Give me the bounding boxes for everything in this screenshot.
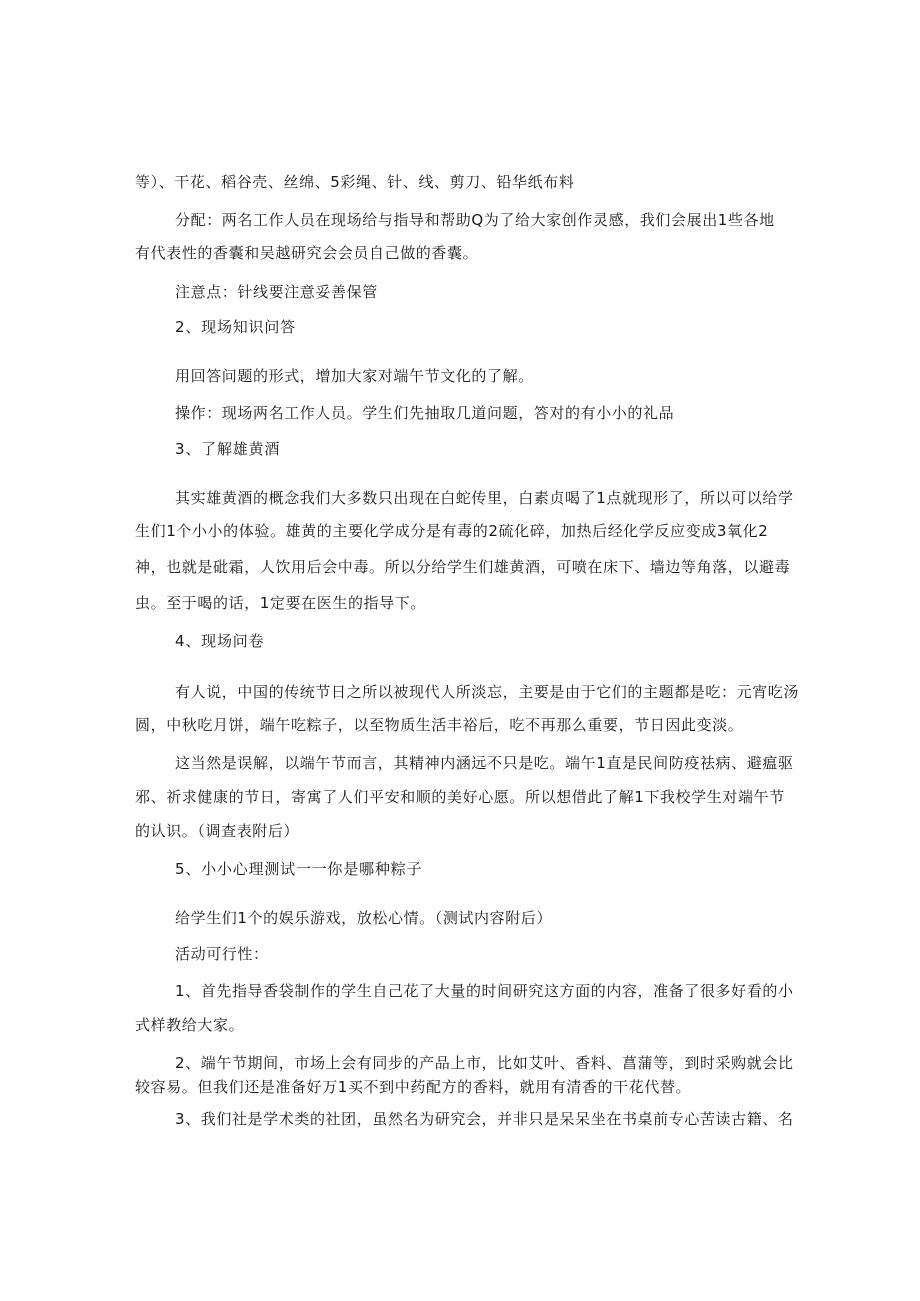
text-line-questionnaire-3: 这当然是误解，以端午节而言，其精神内涵远不只是吃。端午1直是民间防疫祛病、避瘟驱 (175, 754, 794, 772)
text-line-feasibility-1a: 1、首先指导香袋制作的学生自己花了大量的时间研究这方面的内容，准备了很多好看的小 (175, 982, 794, 1000)
text-line-questionnaire-4: 邪、祈求健康的节日，寄寓了人们平安和顺的美好心愿。所以想借此了解1下我校学生对端午节 (135, 788, 785, 806)
text-line-feasibility-3a: 3、我们社是学术类的社团，虽然名为研究会，并非只是呆呆坐在书桌前专心苦读古籍、名 (175, 1110, 794, 1128)
text-line-feasibility-heading: 活动可行性： (175, 945, 269, 963)
text-line-questionnaire-5: 的认识。（调查表附后） (135, 822, 300, 840)
text-line-feasibility-1b: 式样教给大家。 (135, 1016, 245, 1034)
section-heading-questionnaire: 4、现场问卷 (175, 632, 265, 650)
text-line-questionnaire-1: 有人说，中国的传统节日之所以被现代人所淡忘，主要是由于它们的主题都是吃：元宵吃汤 (175, 683, 800, 701)
text-line-sachets: 有代表性的香囊和吴越研究会会员自己做的香囊。 (135, 244, 479, 262)
section-heading-psych-test: 5、小小心理测试一一你是哪种粽子 (175, 860, 423, 878)
text-line-psych-test: 给学生们1个的娱乐游戏，放松心情。（测试内容附后） (175, 909, 553, 927)
text-line-caution: 注意点：针线要注意妥善保管 (175, 283, 378, 301)
text-line-quiz-description: 用回答问题的形式，增加大家对端午节文化的了解。 (175, 367, 534, 385)
text-line-feasibility-2a: 2、端午节期间，市场上会有同步的产品上市，比如艾叶、香料、菖蒲等，到时采购就会比 (175, 1054, 794, 1072)
text-line-realgar-4: 虫。至于喝的话，1定要在医生的指导下。 (135, 594, 426, 612)
section-heading-quiz: 2、现场知识问答 (175, 318, 296, 336)
text-line-realgar-2: 生们1个小小的体验。雄黄的主要化学成分是有毒的2硫化碎，加热后经化学反应变成3氧化2 (135, 522, 769, 540)
text-line-questionnaire-2: 圆，中秋吃月饼，端午吃粽子，以至物质生活丰裕后，吃不再那么重要，节日因此变淡。 (135, 716, 744, 734)
section-heading-realgar-wine: 3、了解雄黄酒 (175, 440, 281, 458)
text-line-realgar-3: 神，也就是砒霜，人饮用后会中毒。所以分给学生们雄黄酒，可喷在床下、墙边等角落，以避毒 (135, 558, 791, 576)
text-line-realgar-1: 其实雄黄酒的概念我们大多数只出现在白蛇传里，白素贞喝了1点就现形了，所以可以给学 (175, 489, 794, 507)
text-line-distribution: 分配：两名工作人员在现场给与指导和帮助Q为了给大家创作灵感，我们会展出1些各地 (175, 211, 775, 229)
text-line-quiz-operation: 操作：现场两名工作人员。学生们先抽取几道问题，答对的有小小的礼品 (175, 404, 675, 422)
text-line-continuation-materials: 等）、干花、稻谷壳、丝绵、5彩绳、针、线、剪刀、铅华纸布料 (135, 173, 575, 191)
text-line-feasibility-2b: 较容易。但我们还是准备好万1买不到中药配方的香料，就用有清香的干花代替。 (135, 1078, 692, 1096)
